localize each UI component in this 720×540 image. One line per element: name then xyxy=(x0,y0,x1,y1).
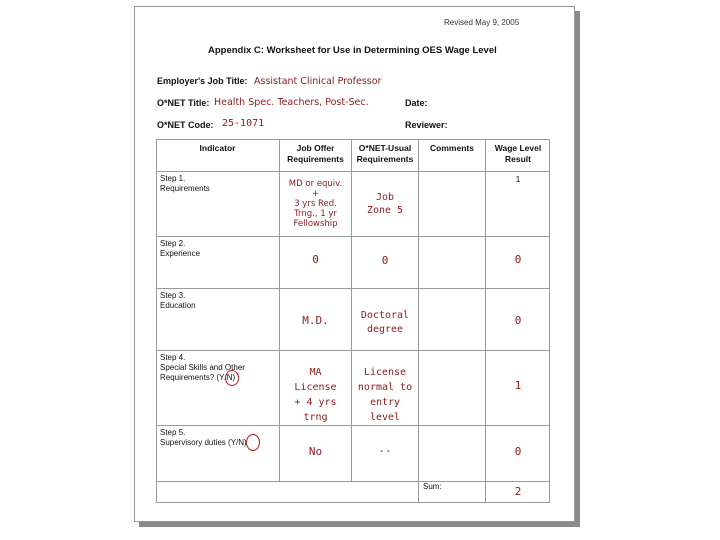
row-3-wage-level: 0 xyxy=(514,314,522,327)
revised-date: Revised May 9, 2005 xyxy=(444,18,520,27)
header-indicator: Indicator xyxy=(199,143,236,153)
header-wage-level: Wage Level Result xyxy=(494,143,542,164)
header-comments: Comments xyxy=(430,143,474,153)
row-5-job-offer: No xyxy=(308,445,323,458)
onet-title-label: O*NET Title: xyxy=(157,98,210,108)
row-1-onet-usual: Job Zone 5 xyxy=(366,192,404,216)
row-2-indicator: Step 2. Experience xyxy=(160,239,201,258)
row-3-onet-usual: Doctoral degree xyxy=(360,310,410,335)
circled-yes-mark xyxy=(225,370,239,386)
row-2-job-offer: 0 xyxy=(312,253,319,266)
onet-code-value: 25-1071 xyxy=(222,118,265,129)
row-1-indicator: Step 1. Requirements xyxy=(160,174,210,193)
worksheet-page xyxy=(134,6,575,522)
onet-code-label: O*NET Code: xyxy=(157,120,214,130)
employer-job-title-label: Employer's Job Title: xyxy=(157,76,248,86)
row-4-onet-usual: License normal to entry level xyxy=(357,367,413,423)
header-job-offer: Job Offer Requirements xyxy=(287,143,344,164)
sum-label: Sum: xyxy=(423,482,442,491)
row-2-onet-usual: 0 xyxy=(381,254,389,267)
row-3-indicator: Step 3. Education xyxy=(160,291,196,310)
date-label: Date: xyxy=(405,98,428,108)
row-5-wage-level: 0 xyxy=(514,445,522,458)
row-4-indicator: Step 4. Special Skills and Other Requirements? (Y/N) xyxy=(160,353,245,382)
reviewer-label: Reviewer: xyxy=(405,120,448,130)
row-5-indicator: Step 5. Supervisory duties (Y/N) xyxy=(160,428,247,447)
row-3-job-offer: M.D. xyxy=(302,314,329,327)
row-4-wage-level: 1 xyxy=(514,379,522,392)
header-onet-usual: O*NET-Usual Requirements xyxy=(356,143,414,164)
row-5-onet-usual: -- xyxy=(378,444,392,457)
circled-no-mark xyxy=(246,434,260,451)
row-1-wage-level: 1 xyxy=(515,174,521,184)
employer-job-title-value: Assistant Clinical Professor xyxy=(254,76,382,87)
row-1-job-offer: MD or equiv. + 3 yrs Red. Trng., 1 yr Fellowship xyxy=(288,179,343,229)
row-2-wage-level: 0 xyxy=(514,253,522,266)
row-4-job-offer: MA License + 4 yrs trng xyxy=(294,367,337,423)
worksheet-title: Appendix C: Worksheet for Use in Determining OES Wage Level xyxy=(208,45,497,56)
onet-title-value: Health Spec. Teachers, Post-Sec. xyxy=(214,97,369,108)
sum-value: 2 xyxy=(514,485,522,498)
